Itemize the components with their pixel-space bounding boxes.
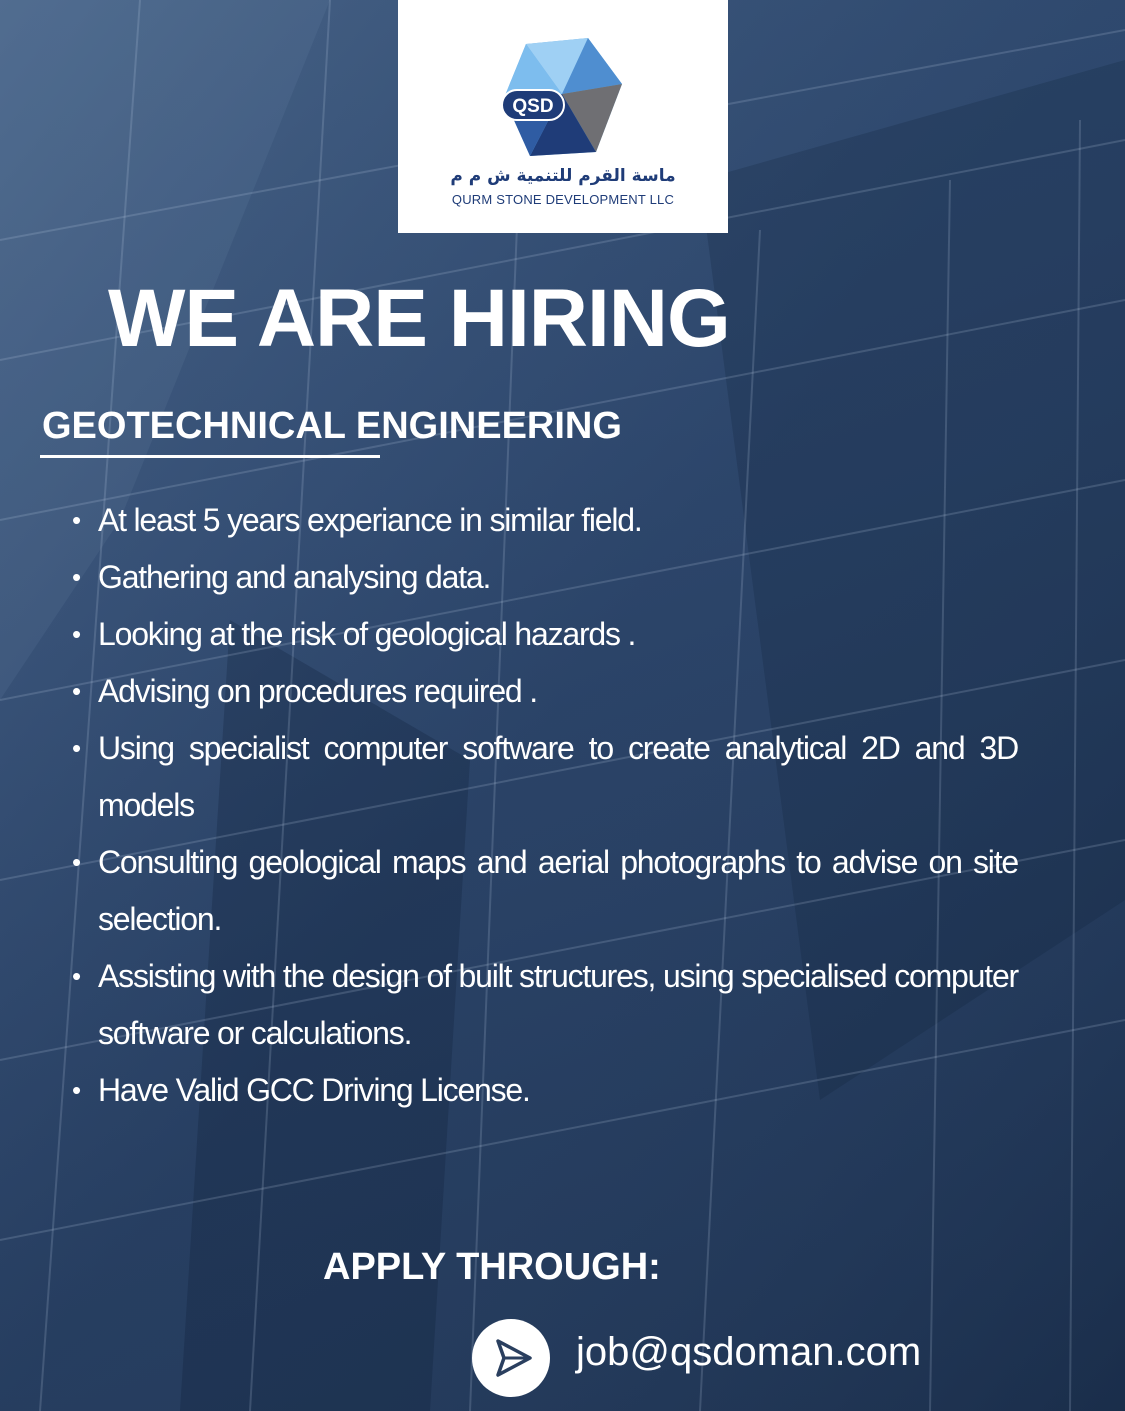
requirement-item: • Assisting with the design of built structures, using specialised computer software or calculations. (72, 948, 1018, 1062)
requirement-item: • At least 5 years experiance in similar field. (72, 492, 1018, 549)
send-icon (472, 1319, 550, 1397)
company-name-arabic: ماسة القرم للتنمية ش م م (450, 166, 676, 186)
requirement-item: • Advising on procedures required . (72, 663, 1018, 720)
apply-email-link[interactable]: job@qsdoman.com (576, 1330, 922, 1374)
apply-through-label: APPLY THROUGH: (323, 1246, 661, 1288)
company-name-english: QURM STONE DEVELOPMENT LLC (451, 192, 675, 207)
logo-initials: QSD (512, 96, 554, 117)
requirement-item: • Have Valid GCC Driving License. (72, 1062, 1018, 1119)
requirement-item: • Looking at the risk of geological hazards . (72, 606, 1018, 663)
requirement-item: • Consulting geological maps and aerial photographs to advise on site selection. (72, 834, 1018, 948)
qsd-logo-icon (496, 34, 632, 164)
headline: WE ARE HIRING (108, 273, 730, 364)
requirement-item: • Using specialist computer software to create analytical 2D and 3D models (72, 720, 1018, 834)
position-title: GEOTECHNICAL ENGINEERING (42, 405, 622, 447)
title-underline (40, 455, 380, 458)
requirement-item: • Gathering and analysing data. (72, 549, 1018, 606)
requirements-list (72, 492, 1018, 1119)
company-logo-box (398, 0, 728, 233)
